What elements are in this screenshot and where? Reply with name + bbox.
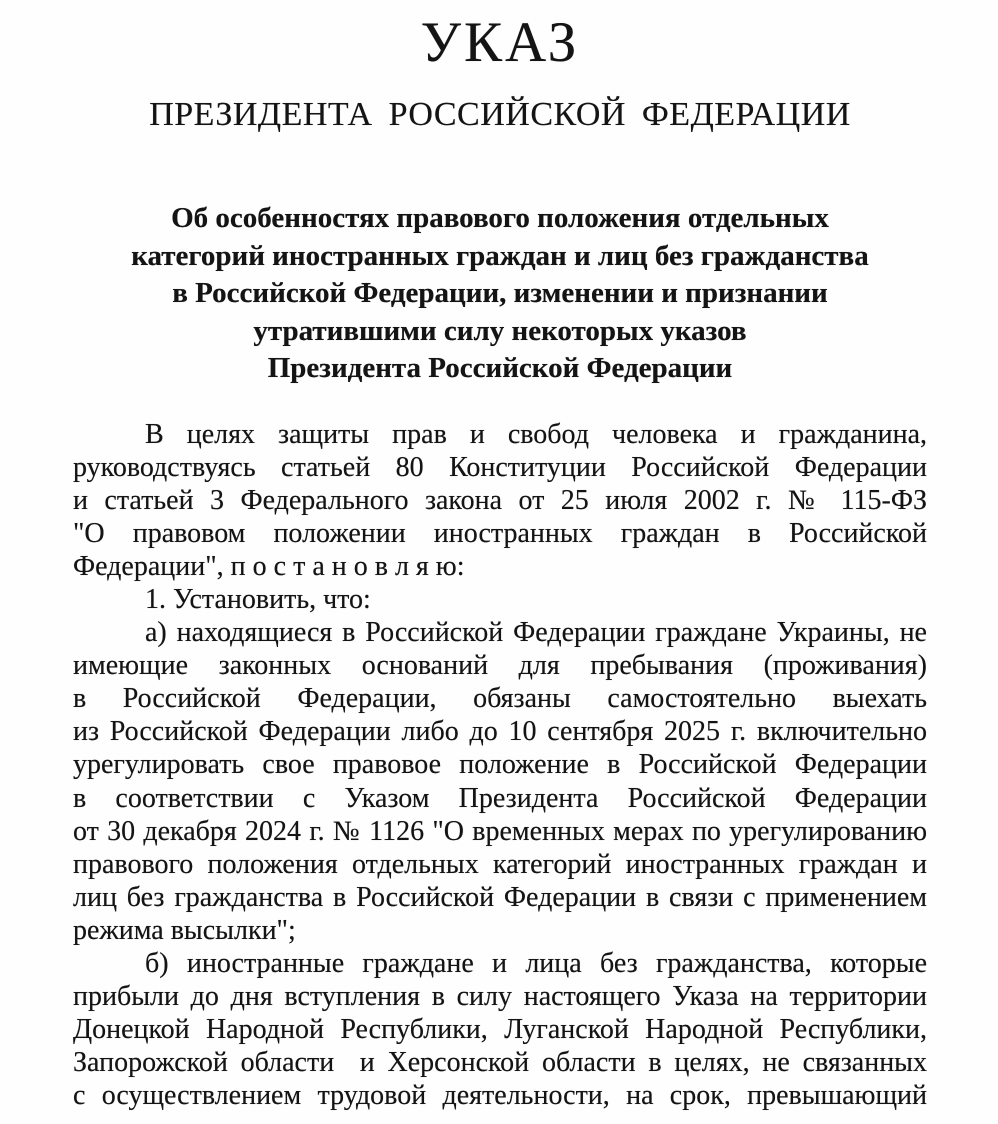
body-line: Федерации", п о с т а н о в л я ю: (73, 550, 465, 582)
body-line: урегулировать свое правовое положение в Российской Федерации (73, 749, 927, 781)
body-line: из Российской Федерации либо до 10 сентября 2025 г. включительно (73, 716, 927, 748)
heading-line: категорий иностранных граждан и лиц без гражданства (131, 239, 869, 272)
paragraph (73, 616, 927, 947)
decree-title: УКАЗ (420, 11, 580, 74)
paragraph (73, 418, 927, 583)
heading-line: в Российской Федерации, изменении и признании (172, 277, 828, 309)
body-line: Донецкой Народной Республики, Луганской Народной Республики, (73, 1014, 927, 1046)
body-line: имеющие законных оснований для пребывания (проживания) (73, 650, 927, 682)
body-line: прибыли до дня вступления в силу настоящего Указа на территории (73, 981, 927, 1013)
heading-line: утратившими силу некоторых указов (253, 314, 747, 347)
body-line: лиц без гражданства в Российской Федерации в связи с применением (73, 881, 927, 913)
body-line: правового положения отдельных категорий иностранных граждан и (73, 848, 927, 880)
body-line: режима высылки"; (73, 914, 296, 946)
body-line: В целях защиты прав и свобод человека и гражданина, (145, 418, 927, 450)
body-line: в Российской Федерации, обязаны самостоятельно выехать (73, 683, 927, 715)
decree-body (73, 418, 927, 1113)
body-line: от 30 декабря 2024 г. № 1126 "О временных мерах по урегулированию (73, 815, 927, 847)
body-line: "О правовом положении иностранных граждан в Российской (73, 517, 927, 549)
body-line: 1. Установить, что: (145, 583, 371, 615)
heading-line: Об особенностях правового положения отдельных (171, 202, 829, 234)
body-line: а) находящиеся в Российской Федерации граждане Украины, не (145, 617, 927, 649)
paragraph (73, 947, 927, 1112)
decree-subject-heading (73, 200, 927, 388)
body-line: в соответствии с Указом Президента Российской Федерации (73, 782, 927, 814)
body-line: с осуществлением трудовой деятельности, на срок, превышающий (73, 1080, 927, 1112)
body-line: и статьей 3 Федерального закона от 25 июля 2002 г. № 115-ФЗ (73, 484, 927, 516)
heading-line: Президента Российской Федерации (267, 352, 733, 384)
body-line: руководствуясь статьей 80 Конституции Российской Федерации (73, 451, 927, 483)
body-line: б) иностранные граждане и лица без гражданства, которые (145, 948, 927, 979)
decree-issuer-subtitle: ПРЕЗИДЕНТА РОССИЙСКОЙ ФЕДЕРАЦИИ (149, 96, 851, 133)
body-line: Запорожской области и Херсонской области в целях, не связанных (73, 1047, 927, 1079)
paragraph (73, 583, 927, 616)
